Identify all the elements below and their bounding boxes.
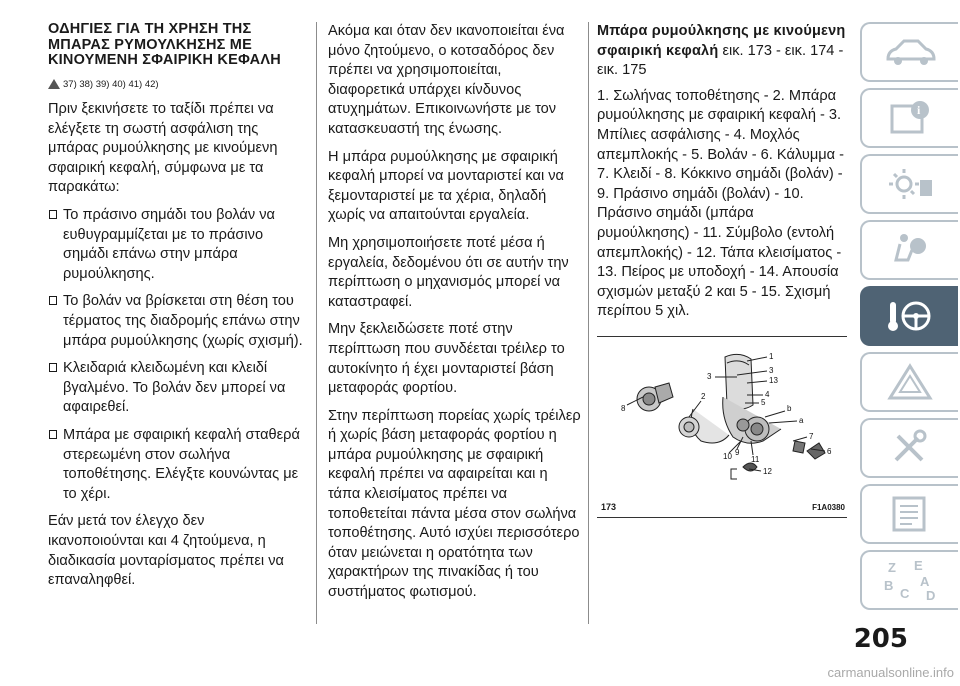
chapter-tabs (860, 22, 960, 616)
callout-label: a (799, 415, 804, 425)
subsection-title: Μπάρα ρυμούλκησης με κινούμενη σφαιρική κεφαλή (597, 23, 846, 59)
checkbox-icon (49, 363, 57, 372)
figure-173 (597, 336, 847, 518)
tab-technical-data[interactable] (860, 484, 958, 544)
check-item-text: Μπάρα με σφαιρική κεφαλή σταθερά στερεωμένη στον σωλήνα τοποθέτησης. Ελέγξτε κουνώντας με το χέρι. (63, 427, 300, 502)
tab-index[interactable] (860, 550, 958, 610)
left-column (48, 22, 303, 599)
paragraph: Στην περίπτωση πορείας χωρίς τρέιλερ ή χωρίς βάση μεταφοράς φορτίου η μπάρα ρυμούλκησης με σφαιρική κεφαλή πρέπει να αφαιρείται και η τάπα κλεισίματος πρέπει να τοποθετείται πάντα μέσα στον σωλήνα τοποθέτησης. Αυτό ισχύει περισσότερο όταν μειώνεται η ορατότητα των χαρακτήρων της πινακίδας ή του συστήματος φωτισμού. (328, 407, 581, 601)
warning-references (48, 75, 303, 95)
svg-text:E: E (914, 558, 923, 573)
column-divider (588, 22, 589, 624)
check-item (48, 359, 303, 418)
checkbox-icon (49, 210, 57, 219)
towbar-illustration (597, 337, 847, 517)
outro-paragraph: Εάν μετά τον έλεγχο δεν ικανοποιούνται και 4 ζητούμενα, η διαδικασία μονταρίσματος πρέπει να επαναληφθεί. (48, 513, 284, 589)
warning-reference-numbers: 37) 38) 39) 40) 41) 42) (63, 78, 159, 90)
tab-car[interactable] (860, 22, 958, 82)
key-steering-icon (882, 296, 938, 336)
airbag-icon (882, 230, 938, 270)
callout-label: 10 (723, 451, 732, 461)
callout-label: 4 (765, 389, 770, 399)
check-item-text: Το βολάν να βρίσκεται στη θέση του τέρματος της διαδρομής επάνω στην μπάρα ρυμούλκησης (χωρίς σχισμή). (63, 293, 303, 349)
callout-label: 11 (751, 454, 760, 464)
column-divider (316, 22, 317, 624)
component-legend: 1. Σωλήνας τοποθέτησης - 2. Μπάρα ρυμούλκησης με σφαιρική κεφαλή - 3. Μπίλιες ασφάλισης - 4. Μοχλός απεμπλοκής - 5. Βολάν - 6. Κάλυμμα - 7. Κλειδί - 8. Κόκκινο σημάδι (βολάν) - 9. Πράσινο σημάδι (βολάν) - 10. Πράσινο σημάδι (μπάρα ρυμούλκησης) - 11. Σύμβολο (εντολή απεμπλοκής) - 12. Τάπα κλεισίματος - 13. Πείρος με υποδοχή - 14. Απουσία σχισμών μεταξύ 2 και 5 - 15. Σχισμή περίπου 5 χιλ. (597, 87, 844, 320)
warning-lights-icon (882, 164, 938, 204)
tools-icon (882, 428, 938, 468)
callout-label: 9 (735, 447, 740, 457)
tab-maintenance[interactable] (860, 418, 958, 478)
info-icon (882, 98, 938, 138)
figure-code: F1A0380 (812, 503, 845, 513)
callout-label: 7 (809, 431, 814, 441)
intro-paragraph: Πριν ξεκινήσετε το ταξίδι πρέπει να ελέγξετε τη σωστή ασφάλιση της μπάρας ρυμούλκησης με κινούμενη σφαιρική κεφαλή, σύμφωνα με τα παρακάτω: (48, 101, 278, 196)
figure-references: εικ. 173 - εικ. 174 - εικ. 175 (597, 42, 844, 79)
callout-label: 2 (701, 391, 706, 401)
svg-text:i: i (917, 103, 921, 117)
checkbox-icon (49, 296, 57, 305)
callout-label: b (787, 403, 792, 413)
callout-label: 3 (707, 371, 712, 381)
check-item-text: Το πράσινο σημάδι του βολάν να ευθυγραμμίζεται με το πράσινο σημάδι επάνω στην μπάρα ρυμούλκησης. (63, 207, 275, 282)
callout-label: 6 (827, 446, 832, 456)
right-column (597, 22, 847, 518)
watermark: carmanualsonline.info (827, 665, 954, 680)
callout-label: 8 (621, 403, 626, 413)
callout-label: 1 (769, 351, 774, 361)
check-list (48, 206, 303, 504)
callout-label: 12 (763, 466, 772, 476)
warning-triangle-icon (48, 79, 60, 89)
warning-triangle-icon (882, 362, 938, 402)
car-icon (882, 35, 938, 69)
svg-text:A: A (920, 574, 930, 589)
paragraph: Μη χρησιμοποιήσετε ποτέ μέσα ή εργαλεία, δεδομένου ότι σε αυτήν την περίπτωση ο μηχανισμός μπορεί να καταστραφεί. (328, 234, 569, 310)
paragraph: Μην ξεκλειδώσετε ποτέ στην περίπτωση που συνδέεται τρέιλερ το αυτοκίνητο ή έχει μονταριστεί βάση μεταφοράς φορτίου. (328, 321, 565, 397)
specs-icon (882, 494, 938, 534)
subsection-heading (597, 22, 847, 81)
page-number: 205 (853, 624, 908, 654)
middle-column (328, 22, 582, 611)
index-icon (880, 558, 940, 602)
check-item-text: Κλειδαριά κλειδωμένη και κλειδί βγαλμένο. Το βολάν δεν μπορεί να αφαιρεθεί. (63, 360, 286, 416)
tab-warning-lights[interactable] (860, 154, 958, 214)
check-item (48, 292, 303, 351)
tab-emergency[interactable] (860, 352, 958, 412)
check-item (48, 206, 303, 284)
check-item (48, 426, 303, 504)
callout-label: 13 (769, 375, 778, 385)
svg-text:B: B (884, 578, 894, 593)
svg-text:D: D (926, 588, 936, 602)
checkbox-icon (49, 430, 57, 439)
figure-number: 173 (601, 502, 617, 513)
tab-safety[interactable] (860, 220, 958, 280)
callout-label: 5 (761, 397, 766, 407)
svg-text:Z: Z (888, 560, 896, 575)
tab-info[interactable] (860, 88, 958, 148)
section-title: ΟΔΗΓΙΕΣ ΓΙΑ ΤΗ ΧΡΗΣΗ ΤΗΣ ΜΠΑΡΑΣ ΡΥΜΟΥΛΚΗΣΗΣ ΜΕ ΚΙΝΟΥΜΕΝΗ ΣΦΑΙΡΙΚΗ ΚΕΦΑΛΗ (48, 21, 281, 68)
callout-label: 3 (769, 365, 774, 375)
tab-starting-driving[interactable] (860, 286, 958, 346)
paragraph: Η μπάρα ρυμούλκησης με σφαιρική κεφαλή μπορεί να μονταριστεί και να ξεμονταριστεί με τα χέρια, δηλαδή χωρίς να απαιτούνται εργαλεία. (328, 148, 564, 224)
paragraph: Ακόμα και όταν δεν ικανοποιείται ένα μόνο ζητούμενο, ο κοτσαδόρος δεν πρέπει να χρησιμοποιείται, διαφορετικά υπάρχει κίνδυνος ατυχημάτων. Επικοινωνήστε με τον κατασκευαστή της ένωσης. (328, 23, 565, 137)
svg-text:C: C (900, 586, 910, 601)
